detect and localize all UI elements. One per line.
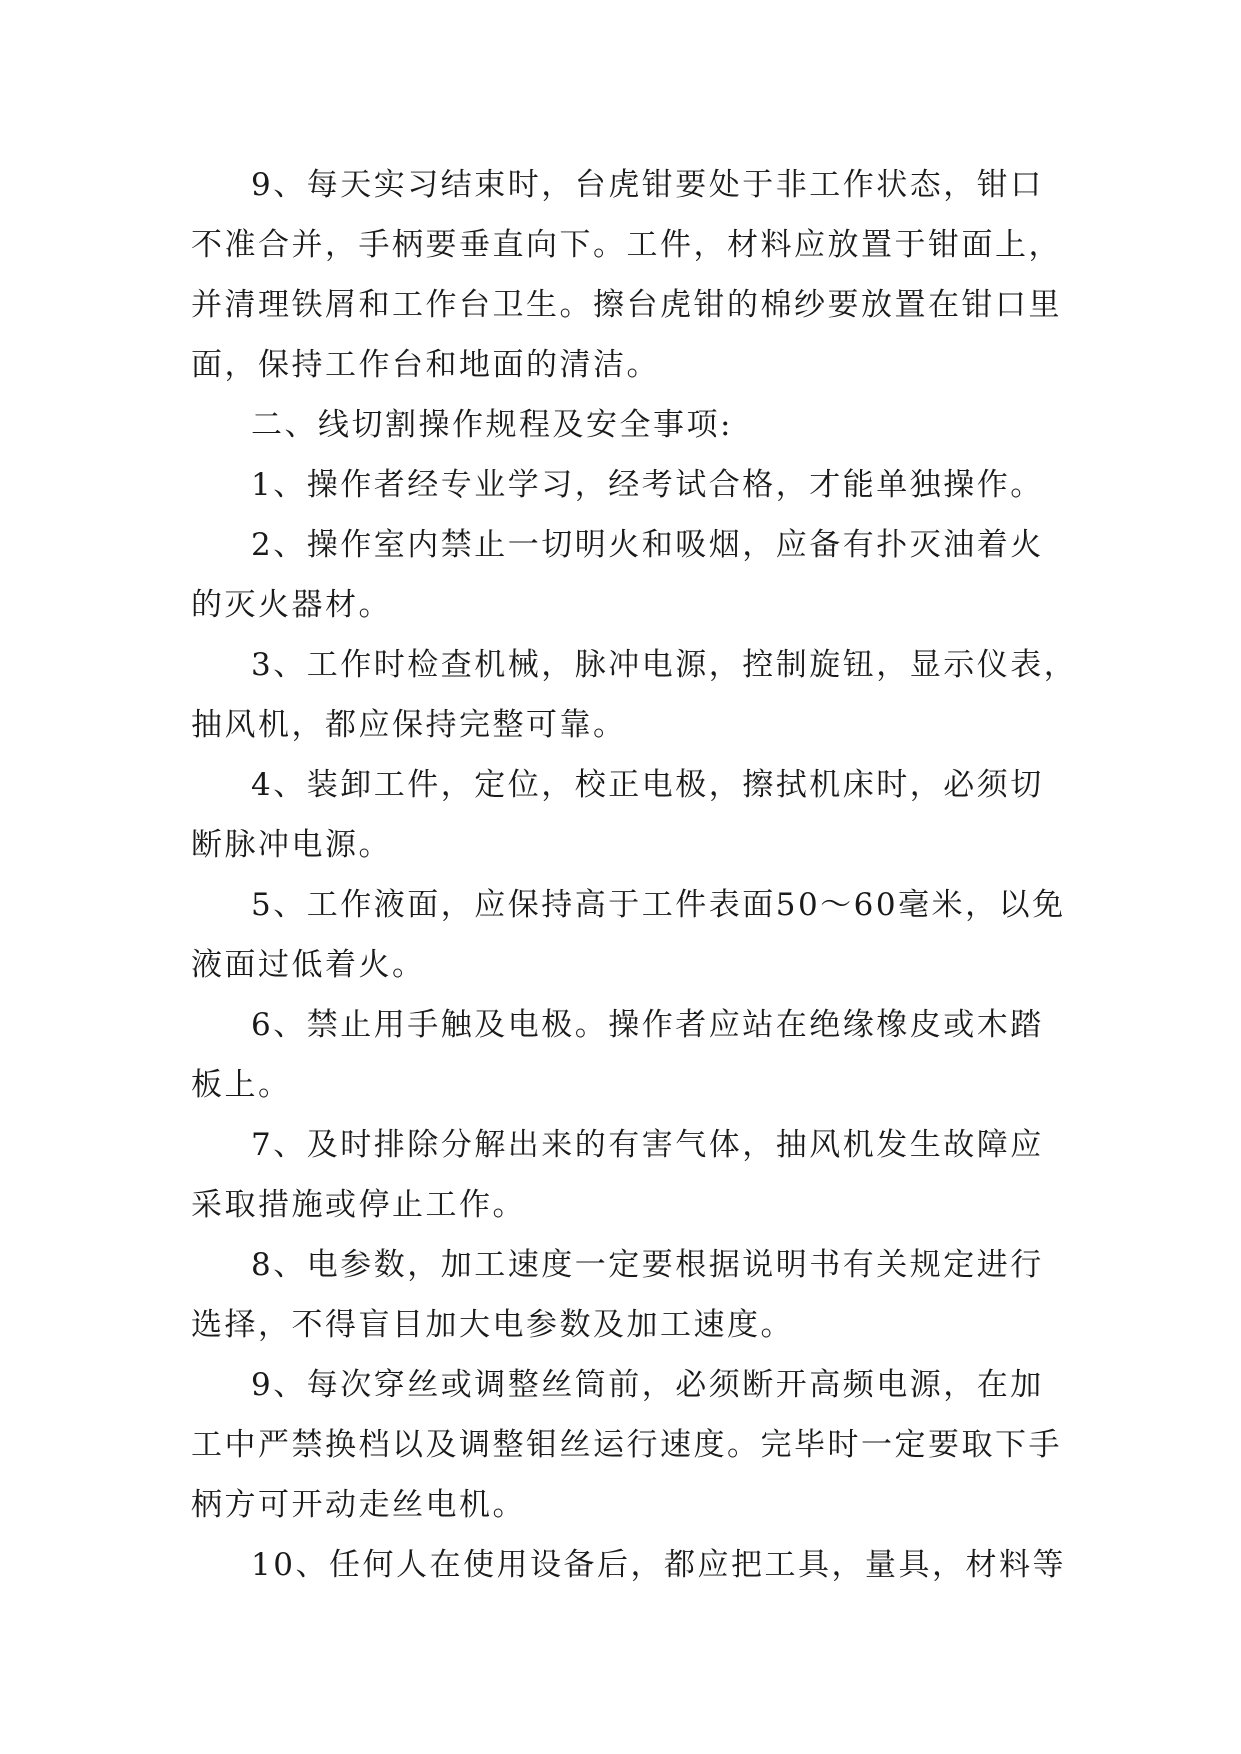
paragraph-line: 10、任何人在使用设备后，都应把工具，量具，材料等: [251, 1547, 1066, 1583]
paragraph-line: 6、禁止用手触及电极。操作者应站在绝缘橡皮或木踏: [251, 1007, 1044, 1043]
paragraph-line: 9、每次穿丝或调整丝筒前，必须断开高频电源，在加: [251, 1367, 1044, 1403]
paragraph-line: 液面过低着火。: [191, 947, 426, 983]
paragraph-line: 采取措施或停止工作。: [191, 1187, 526, 1223]
paragraph-line: 2、操作室内禁止一切明火和吸烟，应备有扑灭油着火: [251, 527, 1044, 563]
paragraph-line: 7、及时排除分解出来的有害气体，抽风机发生故障应: [251, 1127, 1044, 1163]
paragraph-line: 断脉冲电源。: [191, 827, 392, 863]
paragraph-line: 3、工作时检查机械，脉冲电源，控制旋钮，显示仪表，: [251, 647, 1078, 683]
paragraph-line: 1、操作者经专业学习，经考试合格，才能单独操作。: [251, 467, 1044, 503]
paragraph-line: 面，保持工作台和地面的清洁。: [191, 347, 660, 383]
paragraph-line: 的灭火器材。: [191, 587, 392, 623]
paragraph-line: 9、每天实习结束时，台虎钳要处于非工作状态，钳口: [251, 167, 1044, 203]
paragraph-line: 不准合并，手柄要垂直向下。工件，材料应放置于钳面上，: [191, 227, 1062, 263]
paragraph-line: 工中严禁换档以及调整钼丝运行速度。完毕时一定要取下手: [191, 1427, 1062, 1463]
paragraph-line: 5、工作液面，应保持高于工件表面50～60毫米，以免: [251, 887, 1066, 923]
section-heading: 二、线切割操作规程及安全事项:: [251, 407, 733, 443]
paragraph-line: 抽风机，都应保持完整可靠。: [191, 707, 627, 743]
paragraph-line: 4、装卸工件，定位，校正电极，擦拭机床时，必须切: [251, 767, 1044, 803]
paragraph-line: 柄方可开动走丝电机。: [191, 1487, 526, 1523]
paragraph-line: 并清理铁屑和工作台卫生。擦台虎钳的棉纱要放置在钳口里: [191, 287, 1062, 323]
paragraph-line: 8、电参数，加工速度一定要根据说明书有关规定进行: [251, 1247, 1044, 1283]
paragraph-line: 板上。: [191, 1067, 292, 1103]
paragraph-line: 选择，不得盲目加大电参数及加工速度。: [191, 1307, 794, 1343]
